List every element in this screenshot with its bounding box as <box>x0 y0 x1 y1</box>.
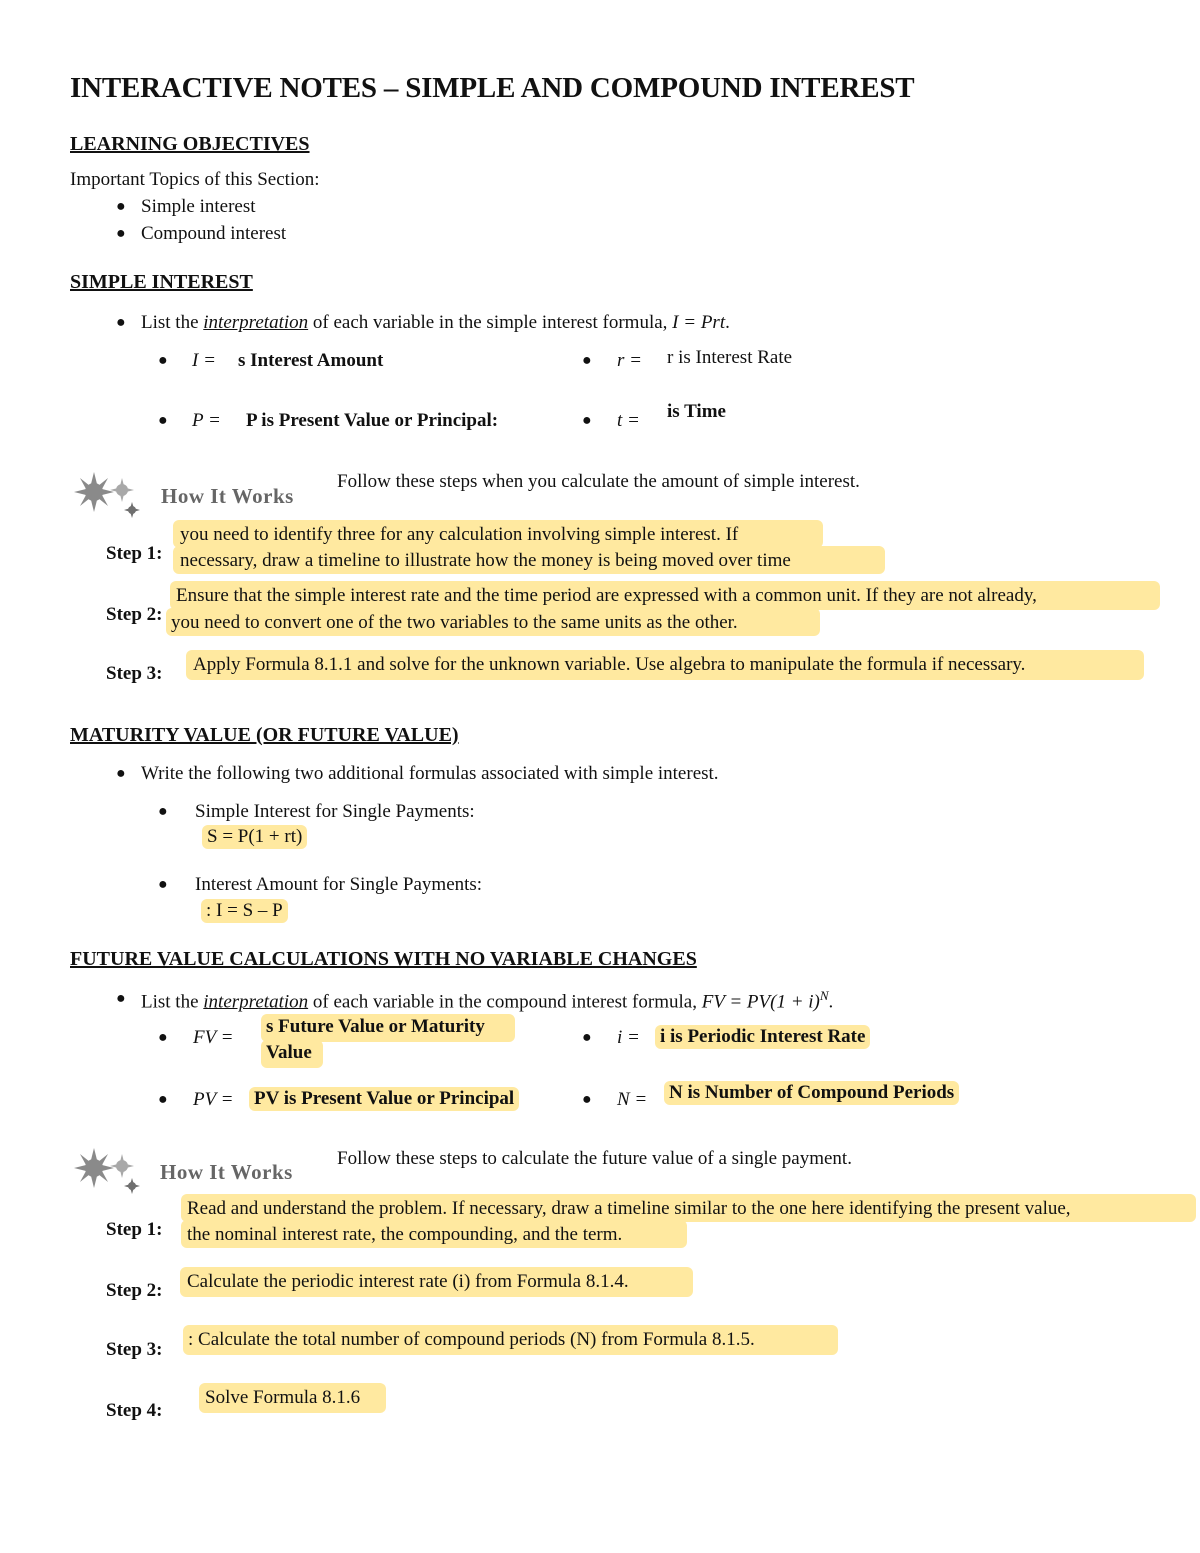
bullet-icon: ● <box>158 352 168 369</box>
bullet-icon: ● <box>582 352 592 369</box>
topic-item: Compound interest <box>141 223 287 244</box>
step-label: Step 1: <box>106 543 163 564</box>
bullet-icon: ● <box>158 876 168 893</box>
step-label: Step 1: <box>106 1219 163 1240</box>
topic-item: Simple interest <box>141 196 256 217</box>
formula-exponent: N <box>819 988 829 1003</box>
interpretation-word: interpretation <box>203 991 309 1013</box>
var-symbol: t = <box>617 410 640 431</box>
step-label: Step 3: <box>106 1339 163 1360</box>
maturity-prompt: Write the following two additional formulas associated with simple interest. <box>141 763 719 784</box>
bullet-icon: ● <box>116 198 126 215</box>
simple-prompt: List the interpretation of each variable in the simple interest formula, I = Prt. <box>141 312 730 333</box>
var-symbol: r = <box>617 350 642 371</box>
bullet-icon: ● <box>158 803 168 820</box>
bullet-icon: ● <box>582 1029 592 1046</box>
future-prompt: List the interpretation of each variable in the compound interest formula, FV = $PV(1 + i)^N$. <box>141 988 834 1013</box>
step-text[interactable]: Read and understand the problem. If necessary, draw a timeline similar to the one here identifying the present value, <box>187 1198 1071 1219</box>
step-text[interactable]: the nominal interest rate, the compounding, and the term. <box>187 1224 623 1245</box>
var-symbol: N = <box>617 1089 648 1110</box>
gear-cluster-icon <box>70 466 150 524</box>
var-symbol: PV = <box>193 1089 234 1110</box>
formula-answer[interactable]: S = P(1 + rt) <box>202 825 307 849</box>
var-symbol: i = <box>617 1027 640 1048</box>
step-text[interactable]: Calculate the periodic interest rate (i) from Formula 8.1.4. <box>187 1271 629 1292</box>
maturity-heading: MATURITY VALUE (OR FUTURE VALUE) <box>70 724 459 746</box>
step-text[interactable]: Apply Formula 8.1.1 and solve for the unknown variable. Use algebra to manipulate the formula if necessary. <box>193 654 1026 675</box>
var-answer[interactable]: s Future Value or Maturity <box>266 1016 485 1037</box>
var-answer[interactable]: r is Interest Rate <box>667 347 793 368</box>
how-it-works-label: How It Works <box>160 1160 293 1184</box>
gear-cluster-icon <box>70 1142 150 1200</box>
step-label: Step 4: <box>106 1400 163 1421</box>
step-text[interactable]: Solve Formula 8.1.6 <box>205 1387 361 1408</box>
step-text[interactable]: you need to convert one of the two variables to the same units as the other. <box>171 612 738 633</box>
step-label: Step 3: <box>106 663 163 684</box>
formula-answer[interactable]: : I = S – P <box>201 899 288 923</box>
step-label: Step 2: <box>106 604 163 625</box>
how-it-works-text: Follow these steps when you calculate the amount of simple interest. <box>337 471 860 492</box>
var-symbol: FV = <box>193 1027 234 1048</box>
step-text[interactable]: : Calculate the total number of compound periods (N) from Formula 8.1.5. <box>188 1329 755 1350</box>
future-value-heading: FUTURE VALUE CALCULATIONS WITH NO VARIABLE CHANGES <box>70 948 697 970</box>
page-title: INTERACTIVE NOTES – SIMPLE AND COMPOUND INTEREST <box>70 72 915 104</box>
prompt-text: of each variable in the simple interest formula, <box>308 312 673 333</box>
var-answer[interactable]: is Time <box>667 401 726 422</box>
step-text[interactable]: you need to identify three for any calculation involving simple interest. If <box>180 524 739 545</box>
var-answer[interactable]: P is Present Value or Principal: <box>246 410 499 431</box>
bullet-icon: ● <box>158 412 168 429</box>
bullet-icon: ● <box>116 225 126 242</box>
formula-label: Interest Amount for Single Payments: <box>195 874 483 895</box>
simple-interest-heading: SIMPLE INTEREST <box>70 271 253 293</box>
var-answer[interactable]: N is Number of Compound Periods <box>664 1081 959 1105</box>
formula-label: Simple Interest for Single Payments: <box>195 801 475 822</box>
how-it-works-label: How It Works <box>161 484 294 508</box>
simple-formula: I = Prt <box>672 312 726 333</box>
bullet-icon: ● <box>116 314 126 331</box>
prompt-text: of each variable in the compound interest formula, <box>308 991 702 1013</box>
step-text[interactable]: necessary, draw a timeline to illustrate how the money is being moved over time <box>180 550 791 571</box>
var-answer[interactable]: Value <box>266 1042 312 1063</box>
step-text[interactable]: Ensure that the simple interest rate and the time period are expressed with a common unit. If they are not already, <box>176 585 1037 606</box>
bullet-icon: ● <box>158 1029 168 1046</box>
topics-intro: Important Topics of this Section: <box>70 169 320 190</box>
prompt-text: List the <box>141 991 204 1013</box>
step-label: Step 2: <box>106 1280 163 1301</box>
compound-formula: FV = PV(1 + i) <box>701 991 820 1013</box>
bullet-icon: ● <box>116 990 126 1007</box>
prompt-text: List the <box>141 312 204 333</box>
interpretation-word: interpretation <box>203 312 309 333</box>
learning-objectives-heading: LEARNING OBJECTIVES <box>70 133 310 155</box>
bullet-icon: ● <box>582 412 592 429</box>
var-answer[interactable]: i is Periodic Interest Rate <box>655 1025 870 1049</box>
bullet-icon: ● <box>158 1091 168 1108</box>
bullet-icon: ● <box>582 1091 592 1108</box>
how-it-works-text: Follow these steps to calculate the future value of a single payment. <box>337 1148 852 1169</box>
bullet-icon: ● <box>116 765 126 782</box>
var-answer[interactable]: s Interest Amount <box>238 350 384 371</box>
var-symbol: I = <box>192 350 216 371</box>
var-answer[interactable]: PV is Present Value or Principal <box>249 1087 519 1111</box>
var-symbol: P = <box>192 410 221 431</box>
